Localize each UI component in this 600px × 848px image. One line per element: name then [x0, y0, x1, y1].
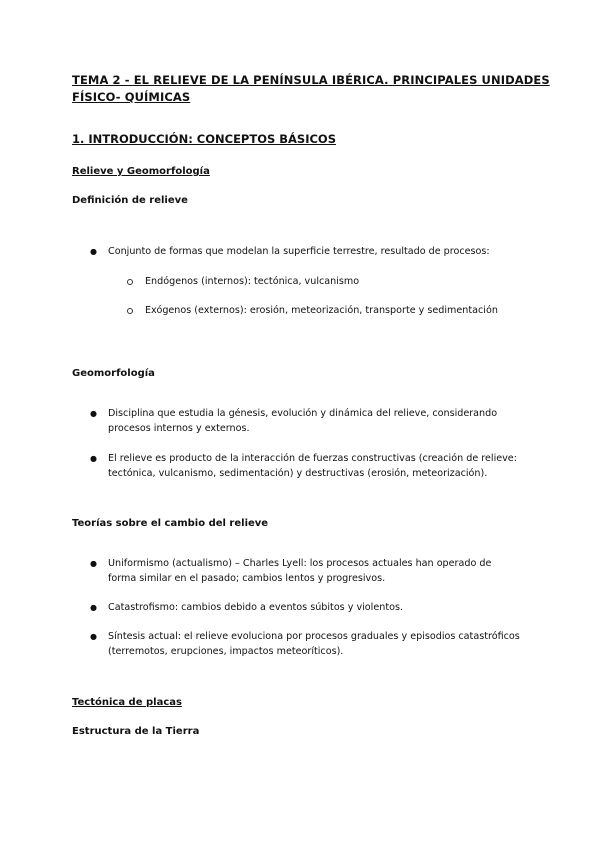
circle-bullet-icon — [127, 279, 133, 285]
bullet-icon: ● — [90, 454, 97, 463]
bullet-icon: ● — [90, 559, 97, 568]
list-subitem-exogenos: Exógenos (externos): erosión, meteorización, transporte y sedimentación — [145, 305, 498, 316]
list-item-disciplina: Disciplina que estudia la génesis, evolución y dinámica del relieve, considerando procesos internos y externos. — [108, 408, 498, 434]
list-item-interaccion: El relieve es producto de la interacción de fuerzas constructivas (creación de relieve: tectónica, vulcanismo, sedimentación) y destructivas (erosión, meteorización). — [108, 453, 517, 479]
list-subitem-endogenos: Endógenos (internos): tectónica, vulcanismo — [145, 276, 360, 287]
list-item-uniformismo: Uniformismo (actualismo) – Charles Lyell: los procesos actuales han operado de forma similar en el pasado; cambios lentos y progresivos. — [108, 558, 492, 584]
bullet-icon: ● — [90, 247, 97, 256]
bullet-icon: ● — [90, 409, 97, 418]
bullet-icon: ● — [90, 632, 97, 641]
list-item-definicion: Conjunto de formas que modelan la superficie terrestre, resultado de procesos: — [108, 246, 490, 257]
subheading-relieve-geomorfologia: Relieve y Geomorfología — [72, 166, 210, 177]
circle-bullet-icon — [127, 308, 133, 314]
heading-tectonica-placas: Tectónica de placas — [72, 697, 182, 708]
document-title-line1: TEMA 2 - EL RELIEVE DE LA PENÍNSULA IBÉRICA. PRINCIPALES UNIDADES — [72, 73, 550, 87]
bullet-icon: ● — [90, 603, 97, 612]
heading-definicion-relieve: Definición de relieve — [72, 195, 188, 206]
list-item-catastrofismo: Catastrofismo: cambios debido a eventos súbitos y violentos. — [108, 602, 403, 613]
list-item-sintesis: Síntesis actual: el relieve evoluciona por procesos graduales y episodios catastróficos (terremotos, erupciones, impactos meteoríticos). — [108, 631, 520, 657]
heading-teorias: Teorías sobre el cambio del relieve — [72, 518, 269, 529]
section-heading-introduccion: 1. INTRODUCCIÓN: CONCEPTOS BÁSICOS — [72, 132, 336, 146]
heading-estructura-tierra: Estructura de la Tierra — [72, 726, 200, 737]
document-title-line2: FÍSICO- QUÍMICAS — [72, 90, 191, 104]
heading-geomorfologia: Geomorfología — [72, 368, 155, 379]
